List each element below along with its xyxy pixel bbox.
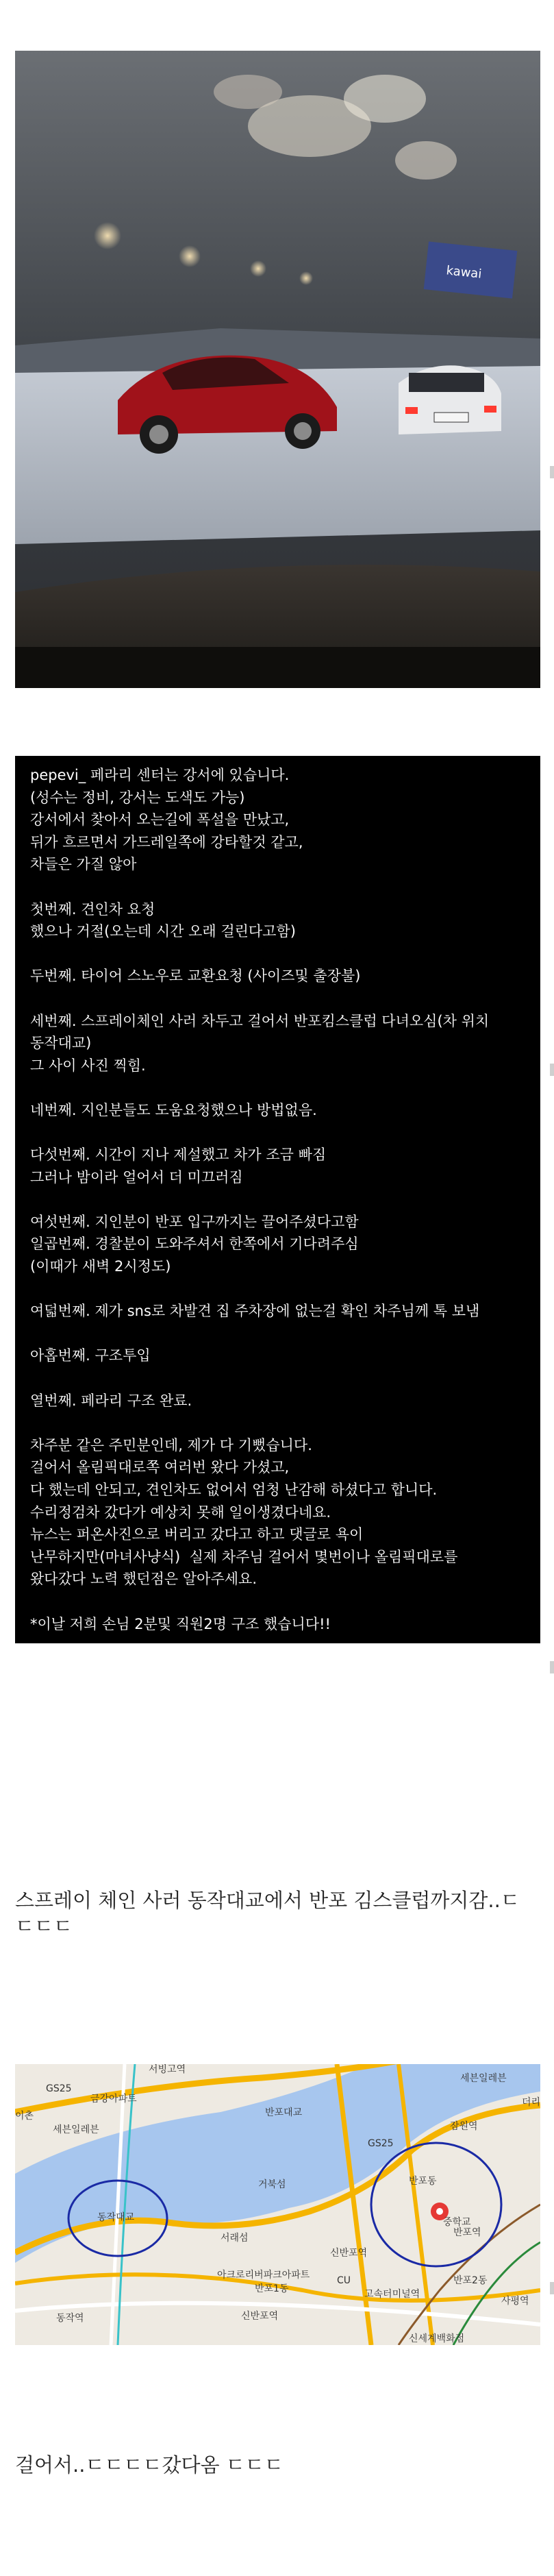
story-line (30, 1122, 527, 1144)
story-line (30, 1188, 527, 1211)
snow-road-photo (15, 51, 540, 688)
story-line: 여덟번째. 제가 sns로 차발견 집 주차장에 없는걸 확인 차주님께 톡 보냄 (30, 1303, 480, 1320)
scroll-marker (550, 466, 554, 478)
map-label: CU (337, 2275, 351, 2286)
story-line: 수리정검차 갔다가 예상치 못해 일이생겼다네요. (30, 1504, 331, 1521)
snow-road-illustration (15, 51, 540, 688)
story-line: 아홉번째. 구조투입 (30, 1347, 151, 1364)
story-line (30, 1367, 527, 1390)
story-line: 했으나 거절(오는데 시간 오래 걸린다고함) (30, 923, 296, 940)
story-line: (이때가 새벽 2시정도) (30, 1258, 171, 1275)
story-line: 뉴스는 퍼온사진으로 버리고 갔다고 하고 댓글로 욕이 (30, 1526, 364, 1543)
scroll-marker (550, 1661, 554, 1673)
story-line: 왔다갔다 노력 했던점은 알아주세요. (30, 1571, 257, 1588)
map-illustration (15, 2064, 540, 2345)
story-line: 난무하지만(마녀사냥식) 실제 차주님 걸어서 몇번이나 올림픽대로를 (30, 1548, 458, 1565)
story-line (30, 1278, 527, 1301)
story-line: 네번째. 지인분들도 도움요청했으나 방법없음. (30, 1101, 317, 1118)
story-line (30, 1591, 527, 1613)
story-line: 뒤가 흐르면서 가드레일쪽에 강타할것 같고, (30, 833, 303, 850)
map-label: 세븐일레븐 (460, 2073, 507, 2084)
story-line (30, 876, 527, 898)
story-line: 일곱번째. 경찰분이 도와주셔서 한쪽에서 기다려주심 (30, 1236, 359, 1253)
story-line: 동작대교) (30, 1035, 92, 1052)
map-label: 반포역 (453, 2227, 481, 2238)
story-line: pepevi_ 페라리 센터는 강서에 있습니다. (30, 767, 290, 783)
story-line (30, 1323, 527, 1345)
map-label: 고속터미널역 (364, 2289, 420, 2300)
story-line: 차주분 같은 주민분인데, 제가 다 기뻤습니다. (30, 1436, 312, 1453)
map-label: 동작역 (56, 2313, 84, 2324)
map-label: 거북섬 (258, 2179, 286, 2190)
story-line: 그러나 밤이라 얼어서 더 미끄러짐 (30, 1168, 243, 1186)
scroll-marker (550, 2282, 554, 2294)
story-text-card (15, 756, 540, 1643)
story-line: 여섯번째. 지인분이 반포 입구까지는 끌어주셨다고함 (30, 1213, 359, 1230)
story-line: 다섯번째. 시간이 지나 제설했고 차가 조금 빠짐 (30, 1146, 327, 1164)
story-line: 그 사이 사진 찍힘. (30, 1057, 146, 1074)
map-label: 금강아파트 (90, 2094, 137, 2105)
map-label: 동작대교 (97, 2212, 135, 2223)
map-label: 반포대교 (265, 2107, 303, 2118)
story-line: 강서에서 찾아서 오는길에 폭설을 만났고, (30, 811, 290, 829)
story-line: 열번째. 페라리 구조 완료. (30, 1392, 192, 1409)
billboard-text: kawai (445, 263, 483, 282)
map-label: 신반포역 (330, 2248, 368, 2259)
map-label: GS25 (46, 2083, 72, 2094)
story-line (30, 1412, 527, 1434)
map-label: 사평역 (501, 2296, 529, 2307)
map-label: 이촌 (15, 2111, 34, 2122)
map-label: 신반포역 (241, 2311, 279, 2322)
map-label: 서래섬 (221, 2233, 249, 2244)
route-map (15, 2064, 540, 2345)
story-line: 다 했는데 안되고, 견인차도 없어서 엄청 난감해 하셨다고 합니다. (30, 1482, 438, 1498)
story-line (30, 943, 527, 966)
story-line: 걸어서 올림픽대로쪽 여러번 왔다 가셨고, (30, 1459, 290, 1476)
post-footer-text: 걸어서..ㄷㄷㄷㄷ갔다옴 ㄷㄷㄷ (15, 2453, 284, 2477)
map-label: 반포2동 (453, 2275, 488, 2286)
story-line: 차들은 가질 않아 (30, 856, 137, 873)
story-line (30, 1077, 527, 1099)
post-headline: 스프레이 체인 사러 동작대교에서 반포 김스클럽까지감..ㄷㄷㄷㄷ (15, 1889, 520, 1938)
map-label: 세븐일레븐 (53, 2124, 99, 2135)
map-label: 반포동 (409, 2176, 437, 2187)
white-car (399, 365, 501, 434)
map-label: 신세계백화점 (409, 2333, 465, 2344)
map-label: 서빙고역 (149, 2064, 186, 2075)
map-label: 아크로리버파크아파트 (217, 2270, 310, 2281)
story-line: 세번째. 스프레이체인 사러 차두고 걸어서 반포킴스클럽 다녀오심(차 위치 (30, 1012, 490, 1029)
map-label: 더리 (522, 2097, 540, 2108)
map-label: 중학교 (443, 2217, 471, 2228)
story-line: 두번째. 타이어 스노우로 교환요청 (사이즈및 출장불) (30, 968, 361, 985)
map-label: 잠원역 (450, 2121, 478, 2132)
map-label: 반포1동 (255, 2283, 289, 2294)
story-line: (성수는 정비, 강서는 도색도 가능) (30, 789, 245, 806)
story-text (30, 764, 527, 1635)
story-line (30, 988, 527, 1010)
story-line: 첫번째. 견인차 요청 (30, 900, 155, 918)
map-label: GS25 (368, 2138, 394, 2149)
story-line: *이날 저희 손님 2분및 직원2명 구조 했습니다!! (30, 1615, 331, 1632)
scroll-marker (550, 1064, 554, 1076)
